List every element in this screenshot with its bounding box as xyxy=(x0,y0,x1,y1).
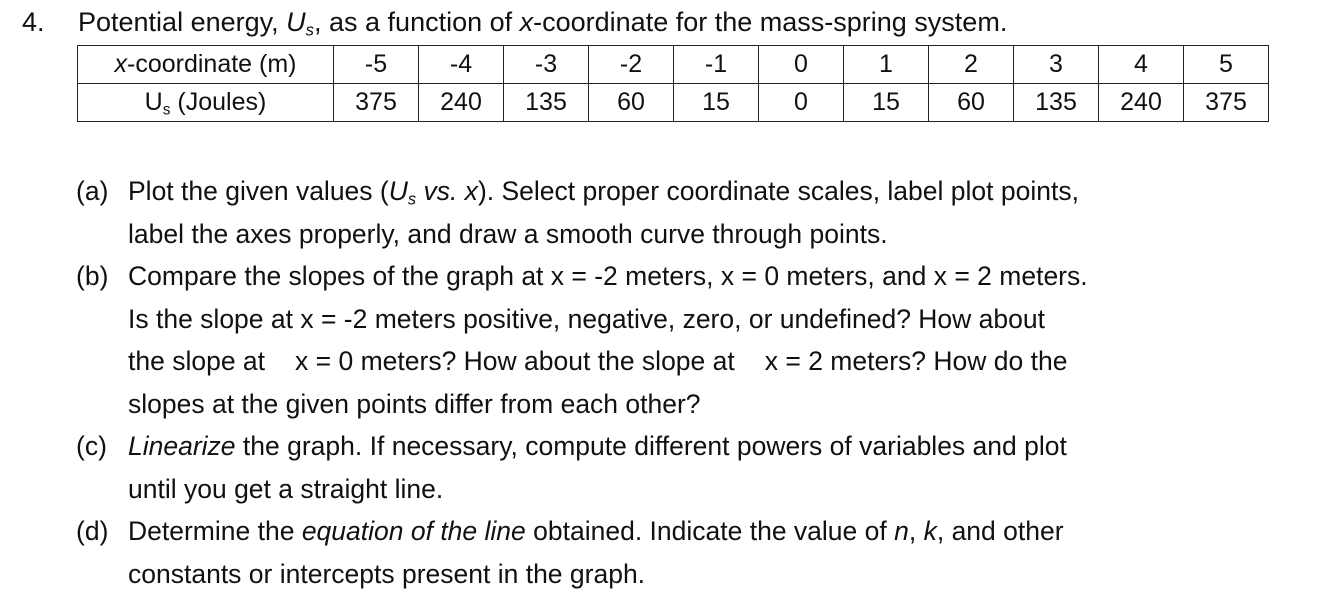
x-cell: -5 xyxy=(334,46,419,84)
part-c xyxy=(76,425,1286,510)
question-parts xyxy=(76,170,1286,595)
x-header-rest: -coordinate (m) xyxy=(127,50,297,78)
x-row xyxy=(78,46,1269,84)
part-c-line-2: until you get a straight line. xyxy=(128,473,444,504)
x-header-var: x xyxy=(114,50,127,78)
part-d-text-1d: , and other xyxy=(936,516,1064,546)
part-b-line-4: slopes at the given points differ from each other? xyxy=(128,388,701,419)
u-row-header xyxy=(78,84,334,122)
question-number: 4. xyxy=(22,7,45,37)
part-a-text-1b: ). Select proper coordinate scales, label plot points, xyxy=(477,176,1079,206)
part-b xyxy=(76,255,1286,425)
part-d-comma: , xyxy=(908,516,924,546)
u-cell: 240 xyxy=(1099,84,1184,122)
title-subscript: s xyxy=(305,20,315,40)
u-row xyxy=(78,84,1269,122)
part-a-line-2: label the axes properly, and draw a smooth curve through points. xyxy=(128,218,888,249)
part-c-line-1 xyxy=(128,425,1286,468)
u-cell: 60 xyxy=(929,84,1014,122)
u-cell: 0 xyxy=(759,84,844,122)
part-d-text-1a: Determine the xyxy=(128,516,302,546)
part-b-label: (b) xyxy=(76,261,109,291)
part-b-line-3 xyxy=(128,340,1286,383)
x-cell: 2 xyxy=(929,46,1014,84)
u-cell: 60 xyxy=(589,84,674,122)
part-d-text xyxy=(128,510,1286,595)
title-symbol: U xyxy=(286,7,306,37)
part-b-text xyxy=(128,255,1286,425)
part-d-text-1b: obtained. Indicate the value of xyxy=(525,516,895,546)
u-cell: 135 xyxy=(504,84,589,122)
part-c-text-1: the graph. If necessary, compute different powers of variables and plot xyxy=(235,431,1067,461)
x-cell: 5 xyxy=(1184,46,1269,84)
part-b-text-3c: x = 2 meters? How do the xyxy=(764,346,1068,376)
part-b-line-2: Is the slope at x = -2 meters positive, negative, zero, or undefined? How about xyxy=(128,303,1045,334)
u-cell: 375 xyxy=(1184,84,1269,122)
x-cell: -3 xyxy=(504,46,589,84)
x-cell: 1 xyxy=(844,46,929,84)
part-a xyxy=(76,170,1286,255)
part-d-k: k xyxy=(923,516,937,546)
x-cell: 4 xyxy=(1099,46,1184,84)
u-header-subscript: s xyxy=(162,101,171,119)
part-d-emphasis: equation of the line xyxy=(301,516,526,546)
title-var: x xyxy=(519,7,534,37)
part-a-line-1 xyxy=(128,170,1286,213)
part-c-label: (c) xyxy=(76,431,107,461)
x-cell: -2 xyxy=(589,46,674,84)
question-heading xyxy=(22,4,1007,40)
part-b-text-3b: x = 0 meters? How about the slope at xyxy=(295,346,735,376)
u-cell: 15 xyxy=(674,84,759,122)
title-mid: , as a function of xyxy=(314,7,520,37)
part-c-emphasis: Linearize xyxy=(128,431,236,461)
x-cell: 0 xyxy=(759,46,844,84)
x-cell: -1 xyxy=(674,46,759,84)
x-cell: 3 xyxy=(1014,46,1099,84)
part-b-line-1: Compare the slopes of the graph at x = -2 meters, x = 0 meters, and x = 2 meters. xyxy=(128,261,1088,291)
x-row-header xyxy=(78,46,334,84)
part-d-line-2: constants or intercepts present in the graph. xyxy=(128,558,646,589)
part-a-symbol: U xyxy=(388,176,408,206)
x-cell: -4 xyxy=(419,46,504,84)
part-d-label: (d) xyxy=(76,516,109,546)
u-cell: 240 xyxy=(419,84,504,122)
part-b-text-3a: the slope at xyxy=(128,346,266,376)
part-d-line-1 xyxy=(128,510,1286,553)
u-cell: 15 xyxy=(844,84,929,122)
part-a-subscript: s xyxy=(407,190,417,209)
u-cell: 375 xyxy=(334,84,419,122)
part-a-text xyxy=(128,170,1286,255)
data-table xyxy=(77,45,1269,122)
part-a-vs: vs. x xyxy=(416,176,478,206)
part-c-text xyxy=(128,425,1286,510)
part-d-n: n xyxy=(894,516,909,546)
title-suffix: -coordinate for the mass-spring system. xyxy=(533,7,1008,37)
part-a-label: (a) xyxy=(76,176,109,206)
u-cell: 135 xyxy=(1014,84,1099,122)
title-prefix: Potential energy, xyxy=(78,7,287,37)
u-header-symbol: U xyxy=(144,88,163,116)
part-d xyxy=(76,510,1286,595)
u-header-rest: (Joules) xyxy=(170,88,267,116)
part-a-text-1a: Plot the given values ( xyxy=(128,176,389,206)
